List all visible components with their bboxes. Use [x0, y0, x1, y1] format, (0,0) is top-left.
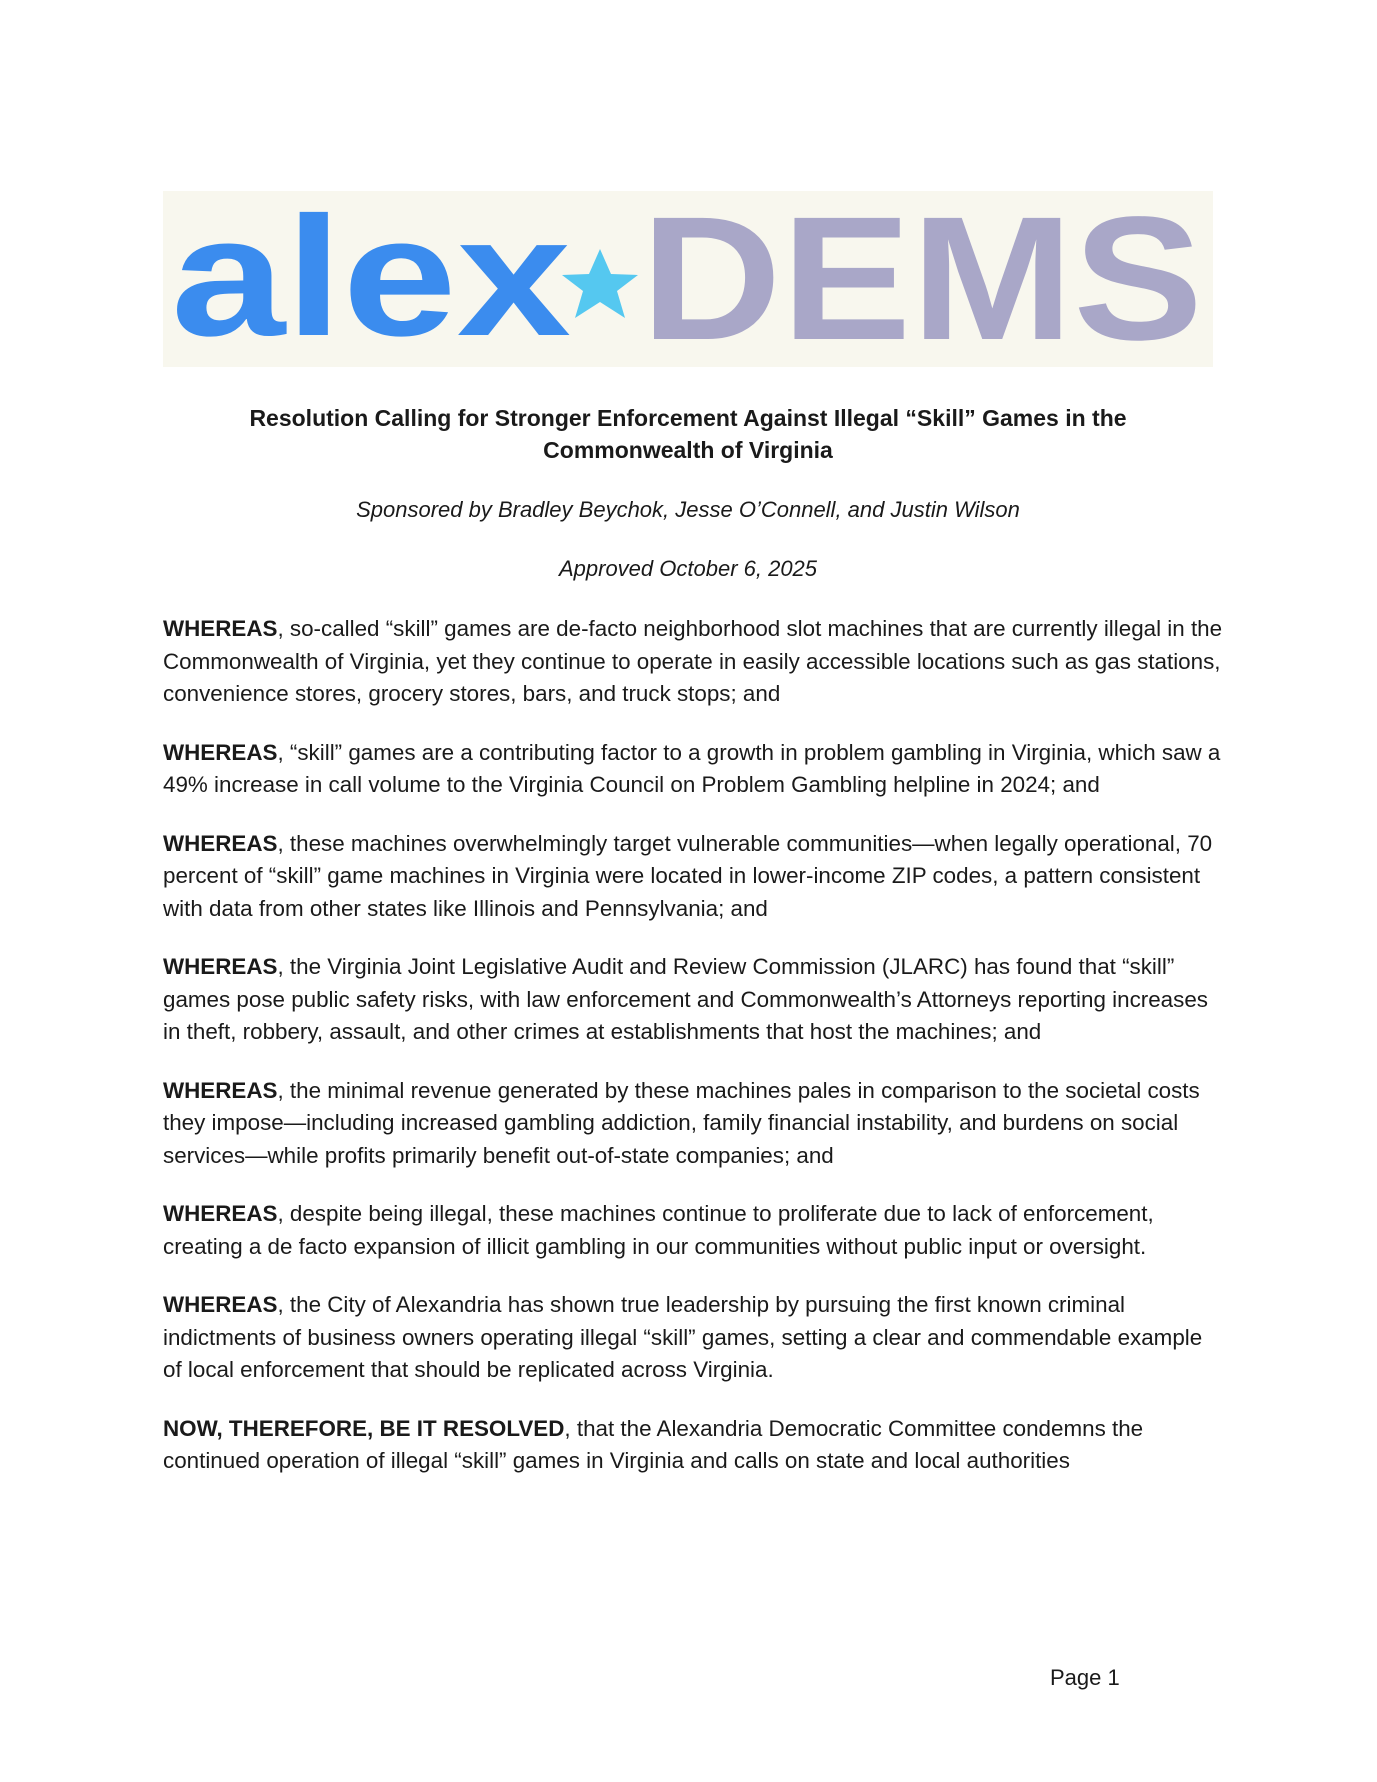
whereas-paragraph-7 [163, 1289, 1223, 1387]
paragraph-text: , that the Alexandria Democratic Committee condemns the continued operation of illegal “skill” games in Virginia and calls on state and local authorities [163, 1415, 1144, 1473]
paragraph-lead: WHEREAS [163, 830, 278, 856]
whereas-paragraph-3 [163, 828, 1223, 926]
paragraph-lead: WHEREAS [163, 1201, 278, 1226]
paragraph-text: , the minimal revenue generated by these machines pales in comparison to the societal costs they impose—including increased gambling addiction, family financial instability, and burdens on social services—while profits primarily benefit out-of-state companies; and [163, 1077, 1200, 1168]
logo-text-alex: alex [171, 191, 571, 367]
alexdems-logo [163, 191, 1213, 367]
paragraph-lead: WHEREAS [163, 1077, 278, 1103]
page-number: Page 1 [1050, 1665, 1120, 1690]
approved-date: Approved October 6, 2025 [558, 556, 818, 581]
paragraph-lead: WHEREAS [163, 1292, 278, 1317]
paragraph-lead: WHEREAS [163, 954, 278, 979]
paragraph-text: , despite being illegal, these machines continue to proliferate due to lack of enforcement, creating a de facto expansion of illicit gambling in our communities without public input or oversight. [163, 1201, 1154, 1259]
paragraph-text: , the Virginia Joint Legislative Audit and Review Commission (JLARC) has found that “skill” games pose public safety risks, with law enforcement and Commonwealth’s Attorneys reporting increases in theft, robbery, assault, and other crimes at establishments that host the machines; and [163, 954, 1208, 1044]
paragraph-lead: WHEREAS [163, 739, 278, 765]
paragraph-text: , the City of Alexandria has shown true leadership by pursuing the first known criminal indictments of business owners operating illegal “skill” games, setting a clear and commendable example of local enforcement that should be replicated across Virginia. [163, 1292, 1203, 1382]
logo-text-dems: DEMS [641, 191, 1203, 367]
resolution-title: Resolution Calling for Stronger Enforcement Against Illegal “Skill” Games in the Commonwealth of Virginia [249, 405, 1127, 463]
paragraph-text: , these machines overwhelmingly target vulnerable communities—when legally operational, 70 percent of “skill” game machines in Virginia were located in lower-income ZIP codes, a pattern consistent with data from other states like Illinois and Pennsylvania; and [163, 830, 1213, 921]
whereas-paragraph-5 [163, 1075, 1223, 1173]
whereas-paragraph-4 [163, 951, 1223, 1049]
paragraph-text: , so-called “skill” games are de-facto neighborhood slot machines that are currently illegal in the Commonwealth of Virginia, yet they continue to operate in easily accessible locations such as gas stations, convenience stores, grocery stores, bars, and truck stops; and [163, 616, 1223, 706]
sponsor-line: Sponsored by Bradley Beychok, Jesse O’Connell, and Justin Wilson [356, 497, 1020, 522]
whereas-paragraph-1 [163, 613, 1223, 711]
star-icon [562, 249, 638, 318]
paragraph-lead: WHEREAS [163, 616, 278, 641]
paragraph-text: , “skill” games are a contributing factor to a growth in problem gambling in Virginia, which saw a 49% increase in call volume to the Virginia Council on Problem Gambling helpline in 2024; and [163, 739, 1221, 797]
resolved-paragraph [163, 1413, 1223, 1478]
paragraph-lead: NOW, THEREFORE, BE IT RESOLVED [163, 1415, 565, 1441]
resolution-body [163, 613, 1223, 1504]
whereas-paragraph-6 [163, 1198, 1223, 1263]
whereas-paragraph-2 [163, 737, 1223, 802]
